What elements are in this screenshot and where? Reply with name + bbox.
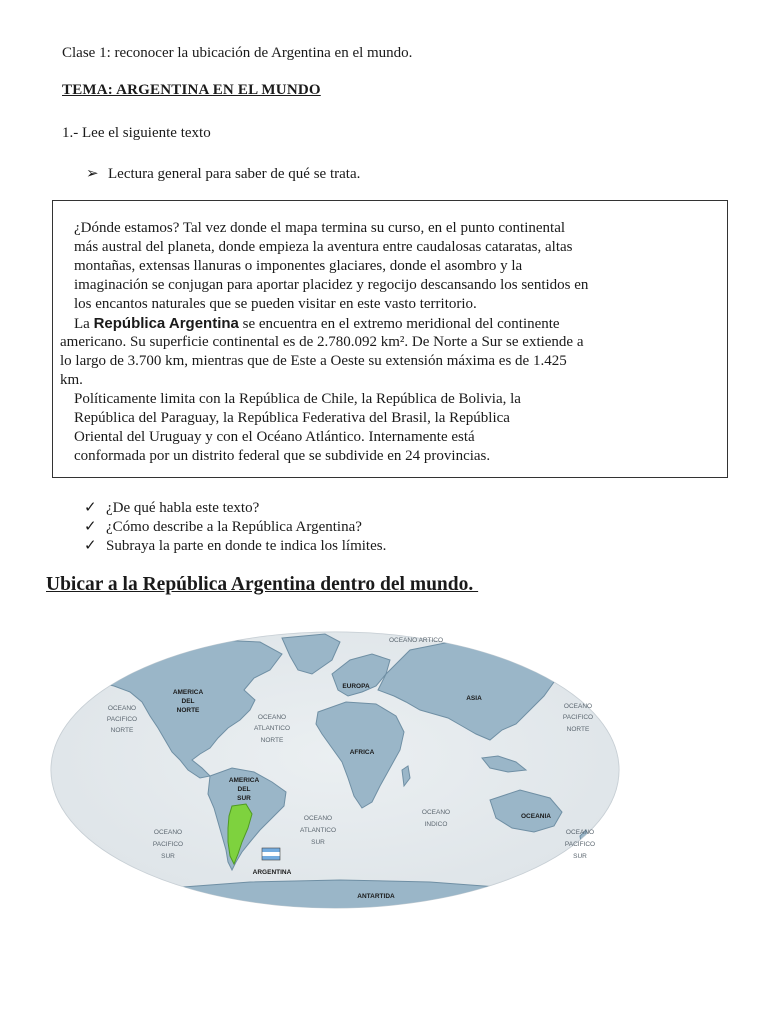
continent-label: NORTE	[176, 707, 200, 714]
list-item	[84, 499, 386, 518]
ocean-label: OCEANO	[565, 829, 595, 836]
ocean-label: PACIFICO	[106, 716, 138, 723]
box-line: lo largo de 3.700 km, mientras que de Este a Oeste su extensión máxima es de 1.425	[60, 353, 567, 369]
p2-rest: se encuentra en el extremo meridional del continente	[238, 316, 560, 332]
ocean-label: INDICO	[424, 821, 448, 828]
box-line: conformada por un distrito federal que se subdivide en 24 provincias.	[74, 448, 491, 464]
check-icon: ✓	[84, 500, 97, 516]
argentina-label: ARGENTINA	[252, 869, 292, 876]
box-line: americano. Su superficie continental es de 2.780.092 km². De Norte a Sur se extiende a	[60, 334, 584, 350]
box-line: más austral del planeta, donde empieza la aventura entre caudalosas cataratas, altas	[74, 239, 573, 255]
ocean-label: OCEANO	[303, 815, 333, 822]
check-icon: ✓	[84, 519, 97, 535]
ocean-label: OCEANO	[563, 703, 593, 710]
reading-text-box	[52, 200, 728, 478]
topic-heading: TEMA: ARGENTINA EN EL MUNDO	[62, 82, 321, 98]
box-line: montañas, extensas llanuras o imponentes glaciares, donde el asombro y la	[74, 258, 523, 274]
ocean-label: PACIFICO	[152, 841, 184, 848]
argentina-flag-icon	[262, 848, 280, 860]
box-line: ¿Dónde estamos? Tal vez donde el mapa termina su curso, en el punto continental	[74, 220, 566, 236]
question-list	[84, 499, 386, 556]
list-item	[84, 537, 386, 556]
ocean-arctic-label: OCEANO ARTICO	[388, 637, 444, 644]
ocean-label: OCEANO	[257, 714, 287, 721]
list-item	[84, 518, 386, 537]
continent-label: AFRICA	[349, 749, 375, 756]
ocean-label: SUR	[311, 839, 325, 846]
box-line	[74, 314, 560, 334]
class-title: Clase 1: reconocer la ubicación de Argentina en el mundo.	[62, 45, 413, 61]
continent-label: AMERICA	[228, 777, 260, 784]
question-text: ¿De qué habla este texto?	[106, 500, 260, 516]
continent-label: DEL	[237, 786, 251, 793]
instruction-text: 1.- Lee el siguiente texto	[62, 125, 211, 141]
p2-prefix: La	[74, 316, 94, 332]
continent-label: EUROPA	[342, 683, 370, 690]
continent-label: DEL	[181, 698, 195, 705]
bullet-text: Lectura general para saber de qué se trata.	[108, 166, 361, 182]
box-line: Políticamente limita con la República de Chile, la República de Bolivia, la	[74, 391, 521, 407]
ocean-label: NORTE	[260, 737, 284, 744]
ocean-label: SUR	[161, 853, 175, 860]
arrow-bullet-icon: ➢	[86, 166, 99, 182]
box-line: Oriental del Uruguay y con el Océano Atlántico. Internamente está	[74, 429, 475, 445]
world-map	[50, 630, 620, 910]
antarctica-shape	[70, 880, 610, 910]
world-map-svg	[50, 630, 620, 910]
ocean-label: ATLANTICO	[254, 725, 290, 732]
continent-label: ANTARTIDA	[357, 893, 395, 900]
ocean-label: NORTE	[110, 727, 134, 734]
continent-label: ASIA	[466, 695, 482, 702]
box-line: imaginación se conjugan para aportar placidez y regocijo descansando los sentidos en	[74, 277, 589, 293]
reading-bullet	[86, 164, 360, 183]
question-text: ¿Cómo describe a la República Argentina?	[106, 519, 362, 535]
question-text: Subraya la parte en donde te indica los límites.	[106, 538, 387, 554]
ocean-label: OCEANO	[107, 705, 137, 712]
ocean-label: PACIFICO	[564, 841, 596, 848]
ocean-label: OCEANO	[153, 829, 183, 836]
ocean-label: PACIFICO	[562, 714, 594, 721]
republica-argentina-bold: República Argentina	[93, 315, 239, 332]
section-heading: Ubicar a la República Argentina dentro del mundo.	[46, 574, 479, 595]
box-line: República del Paraguay, la República Federativa del Brasil, la República	[74, 410, 510, 426]
ocean-label: ATLANTICO	[300, 827, 336, 834]
box-line: los encantos naturales que se pueden visitar en este vasto territorio.	[74, 296, 477, 312]
continent-label: AMERICA	[172, 689, 204, 696]
ocean-label: NORTE	[566, 726, 590, 733]
box-line: km.	[60, 372, 83, 388]
continent-label: SUR	[237, 795, 251, 802]
ocean-label: SUR	[573, 853, 587, 860]
continent-label: OCEANIA	[521, 813, 551, 820]
check-icon: ✓	[84, 538, 97, 554]
ocean-label: OCEANO	[421, 809, 451, 816]
